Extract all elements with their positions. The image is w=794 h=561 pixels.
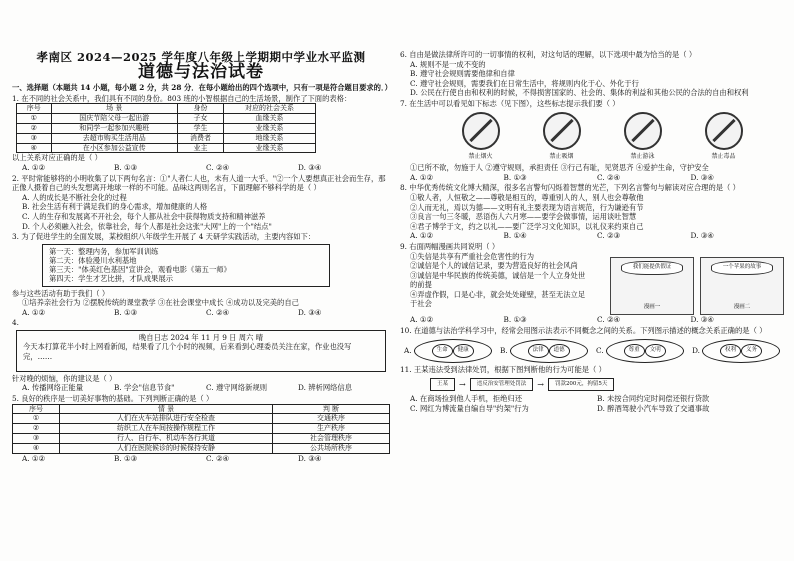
table-header-row [13,404,390,414]
sign-label: 禁止烟火 [468,152,493,160]
option-a[interactable]: A. ①② [410,315,433,325]
schedule-line: 第四天：学生才艺比拼，才队成果展示 [49,274,174,284]
option-b[interactable]: B. 遵守社会规则需要他律和自律 [410,69,515,79]
q3-choices: ①培养亲社会行为 ②摆脱传统的课堂教学 ③在社会课堂中成长 ④成功以及完美的自己 [22,298,299,308]
option-b[interactable]: B. 社会生活有利于满足我们的身心需求，增加健康的人格 [22,202,208,212]
table-cell: ① [13,414,60,424]
option-c[interactable]: C. 人的生存和发展离不开社会，每个人都从社会中获得物质支持和精神滋养 [22,211,266,221]
option-a[interactable]: A. ①② [22,307,45,317]
table-cell: 子女 [178,114,224,124]
q3-schedule-box [42,244,330,287]
option-label: D. [692,346,700,356]
diary-header: 晚自日志 2024 年 11 月 9 日 周六 晴 [138,332,264,342]
exam-title: 孝南区 2024—2025 学年度八年级上学期期中学业水平监测 [36,50,366,64]
q8-item: ④君子博学于文，约之以礼——要广泛学习文化知识，以礼仪来约束自己 [410,221,644,231]
option-label: B. [499,346,508,356]
concept-bubble: 生命 [432,344,453,358]
table-cell: 业主 [178,143,224,153]
arrow-right-icon: → [459,379,466,389]
table-cell: ④ [17,143,52,153]
option-label: A. [404,346,412,356]
option-a[interactable]: A. 在商场捡到他人手机，拒绝归还 [410,394,523,404]
table-cell: ① [17,114,52,124]
option-a[interactable]: A. 传播网络正能量 [22,383,83,393]
no-fire-sign [461,112,501,162]
table-cell: ④ [13,443,60,453]
table-cell: ③ [17,133,52,143]
table-cell: 纺织工人在车间按操作规程工作 [60,424,273,434]
table-cell: 国庆节陪父母一起出游 [51,114,178,124]
schedule-line: 第一天：整理内务，参加军训训练 [49,246,159,256]
cartoon-two [700,257,784,315]
option-c[interactable]: C. ②④ [597,172,621,182]
option-c[interactable]: C. 遵守社会规则，需要我们在日常生活中，将规则内化于心、外化于行 [410,78,639,88]
prohibition-icon [543,112,581,150]
q3-after: 参与这些活动有助于我们（ ） [12,288,110,298]
q3-options [12,308,390,318]
option-c[interactable]: C. ②④ [206,307,230,317]
option-d[interactable]: D. 公民在行使自由和权利的时候，不得损害国家的、社会的、集体的利益和其他公民的合法的自由和权利 [410,88,749,98]
table-row [13,443,390,453]
table-cell: ② [17,123,52,133]
concept-bubble: 健康 [453,344,474,358]
cartoon-caption: 漫画一 [643,304,661,311]
q4-options [12,383,390,393]
option-a[interactable]: A. 规则不是一成不变的 [410,59,486,69]
option-a[interactable]: A. ①② [410,231,433,241]
prohibition-icon [624,112,662,150]
option-d[interactable]: D. ③④ [690,315,714,325]
concept-bubble: 尊重 [624,344,645,358]
table-row [17,143,316,153]
q8-stem: 8. 中华优秀传统文化博大精深，很多名言警句闪烁着智慧的光芒，下列名言警句与解读对应合理的是（ ） [400,183,740,193]
q11-options-row1 [400,394,784,404]
option-b[interactable]: B. 未按合同约定时间偿还银行贷款 [597,394,710,404]
table-header: 对应的社会关系 [224,104,316,114]
option-c[interactable]: C. ②③ [597,231,621,241]
q5-options [12,454,390,464]
cartoon-one [610,257,694,315]
ellipse [414,339,492,363]
q8-options [400,231,784,241]
q9-item: ②诚信是个人的诚信记录，要为营造良好的社会风尚 [410,261,578,271]
option-b[interactable]: B. ①③ [503,315,527,325]
q8-item: ①敬人者，人恒敬之——尊敬是相互的，尊重别人的人，别人也会尊敬他 [410,192,644,202]
table-header: 序号 [17,104,52,114]
option-d[interactable]: D. ③④ [298,453,322,463]
table-cell: 生产秩序 [273,424,390,434]
option-b[interactable]: B. ①③ [114,307,138,317]
q11-options-row2 [400,404,784,414]
table-header-row [17,104,316,114]
option-c[interactable]: C. ②④ [206,162,230,172]
option-b[interactable]: B. ①③ [114,453,138,463]
option-c[interactable]: C. 网红为博流量自编自导"约架"行为 [410,404,529,414]
table-cell: 地缘关系 [224,133,316,143]
q1-after: 以上关系对应正确的是（ ） [12,153,102,163]
speech-bubble: 我们能提供假证 [621,261,683,275]
concept-bubble: 道德 [549,344,570,358]
option-c[interactable]: C. ②④ [597,315,621,325]
option-d[interactable]: D. ③④ [298,162,322,172]
q3-stem: 3. 为了促进学生的全面发展，某校组织八年级学生开展了 4 天研学实践活动，主要内容如下： [12,232,316,242]
table-header: 情 景 [60,404,273,414]
q6-stem: 6. 自由是做法律所许可的一切事情的权利，对这句话的理解，以下选项中最为恰当的是（ ） [400,50,697,59]
concept-bubble: 法律 [528,344,549,358]
table-cell: 业缘关系 [224,123,316,133]
table-row [17,114,316,124]
flow-box: 罚款200元，拘留5天 [548,378,615,392]
q4-diary-box [16,330,386,372]
q2-stem: 2. 平时常能够将的小明收集了以下两句名言：①"人者仁人也，未有人道一大乎。"②一个人要想真正社会而生存，那正像人摄着自己的头发想离开地球一样的不可能。品味这两则名言，下面理解不够科学的是（ ） [12,173,386,193]
table-cell: 在小区参加公益宣传 [51,143,178,153]
table-cell: 社会管理秩序 [273,434,390,444]
q9-options [400,315,784,325]
schedule-line: 第二天：体验漫川水利基地 [49,255,137,265]
ellipse [510,339,588,363]
q9-item: ④弄虚作假，口是心非，就会处处碰壁，甚至无法立足于社会 [410,289,586,309]
table-header: 场 景 [51,104,178,114]
table-cell: 公共场所秩序 [273,443,390,453]
q8-item: ②人而无礼，焉以为德——文明有礼主要表现为语言规范，行为谦逊有节 [410,202,644,212]
q7-choices: ①已所不欲，勿施于人 ②遵守规则，承担责任 ③行己有耻，见贤思齐 ④爱护生命，守护安全 [410,163,709,173]
q7-options [400,173,784,183]
sign-label: 禁止毒品 [711,152,736,160]
no-swimming-sign [623,112,663,162]
flow-box: 王某 [430,378,455,392]
option-d[interactable]: D. 辨析网络信息 [298,383,353,393]
table-header: 身份 [178,104,224,114]
schedule-line: 第三天："体美红色基因"宣讲会，观看电影《第五一师》 [49,265,231,275]
option-d[interactable]: D. 醉酒驾驶小汽车导致了交通事故 [597,404,710,414]
prohibition-icon [705,112,743,150]
q10-diagrams [404,339,780,363]
table-cell: 人们在火车站排队进行安全检查 [60,414,273,424]
q9-stem: 9. 右面两幅漫画共同说明（ ） [400,241,500,251]
q10-stem: 10. 在道德与法治学科学习中，经常会用图示法表示不同概念之间的关系。下列图示描述的概念关系正确的是（ ） [400,325,767,335]
table-row [13,434,390,444]
q4-number: 4. [12,318,19,328]
subject-title: 道德与法治试卷 [138,61,264,82]
sign-label: 禁止游泳 [630,152,655,160]
q7-stem: 7. 在生活中可以看见如下标志（见下图），这些标志提示我们要（ ） [400,98,620,108]
concept-bubble: 文明 [645,344,666,358]
right-column [400,50,784,414]
table-cell: 去超市购买生活用品 [51,133,178,143]
q9-item: ①失信是共享有严重社会危害性的行为 [410,251,535,261]
ellipse [606,339,684,363]
table-cell: 学生 [178,123,224,133]
option-b[interactable]: B. 学会"信息节食" [114,383,175,393]
q8-item: ③良言一句三冬暖，恶语伤人六月寒——要学会做事情，运用谈吐智慧 [410,212,637,222]
table-cell: 人们在医院候诊的时候保持安静 [60,443,273,453]
diary-body: 今天本打算花半小时上网看新闻，结果看了几个小时的视频，后来看到心理委员关注在家，作业也没写完，…… [23,342,352,362]
ellipse [702,339,780,363]
option-c[interactable]: C. 遵守网络新规则 [206,383,268,393]
table-cell: 和同学一起参加兴趣班 [51,123,178,133]
no-smoking-sign [542,112,582,162]
concept-bubble: 权利 [720,344,741,358]
q1-stem: 1. 在不同的社会关系中，我们具有不同的身份。803 班的小智根据自己的生活场景，制作了下面的表格： [12,93,352,103]
option-c[interactable]: C. ②④ [206,453,230,463]
table-row [17,123,316,133]
option-a[interactable]: A. ①② [410,172,433,182]
arrow-right-icon: → [537,379,544,389]
table-cell: 行人、自行车、机动车各行其道 [60,434,273,444]
diagram-option-b[interactable] [500,339,588,363]
option-b[interactable]: B. ①③ [503,172,527,182]
table-cell: 交通秩序 [273,414,390,424]
no-drugs-sign [704,112,744,162]
cartoon-caption: 漫画二 [733,304,751,311]
table-cell: ② [13,424,60,434]
option-d[interactable]: D. 个人必须融入社会，依靠社会，每个人都是社会这张"大网"上的一个"结点" [22,221,272,231]
q11-stem: 11. 王某违法受到法律处罚，根据下图判断他的行为可能是（ ） [400,365,606,375]
option-d[interactable]: D. ③④ [690,231,714,241]
diagram-option-c[interactable] [596,339,684,363]
option-b[interactable]: B. ①③ [114,162,138,172]
table-header: 序号 [13,404,60,414]
concept-bubble: 义务 [741,344,762,358]
option-a[interactable]: A. 人的成长是不断社会化的过程 [22,192,127,202]
q1-options [12,163,390,173]
q4-after: 针对晚的烦恼，你的建议是（ ） [12,373,117,383]
table-cell: 业缘关系 [224,143,316,153]
section-heading: 一、选择题（本题共 14 小题，每小题 2 分，共 28 分．在每小题给出的四个选项中，只有一项是符合题目要求的．） [12,83,392,93]
sign-label: 禁止吸烟 [549,152,574,160]
option-a[interactable]: A. ①② [22,453,45,463]
table-cell: 血缘关系 [224,114,316,124]
flow-box: 违反治安管理处罚法 [470,378,534,392]
q9-item: ③诚信是中华民族的传统美德，诚信是一个人立身处世的前提 [410,270,586,290]
table-header: 判 断 [273,404,390,414]
option-label: C. [596,346,604,356]
q5-stem: 5. 良好的秩序是一切美好事物的基础。下列判断正确的是（ ） [12,394,214,404]
q5-table [12,404,390,454]
diagram-option-d[interactable] [692,339,780,363]
option-a[interactable]: A. ①② [22,162,45,172]
prohibition-icon [462,112,500,150]
q7-signs [440,112,764,162]
option-d[interactable]: D. ③④ [690,172,714,182]
q1-table [16,103,316,153]
q11-flow [430,378,784,392]
speech-bubble: 一个苹果的故事 [711,261,773,275]
table-cell: 消费者 [178,133,224,143]
table-row [13,414,390,424]
diagram-option-a[interactable] [404,339,492,363]
table-row [17,133,316,143]
table-cell: ③ [13,434,60,444]
left-column [12,0,390,463]
option-d[interactable]: D. ③④ [298,307,322,317]
table-row [13,424,390,434]
option-b[interactable]: B. ①④ [503,231,527,241]
